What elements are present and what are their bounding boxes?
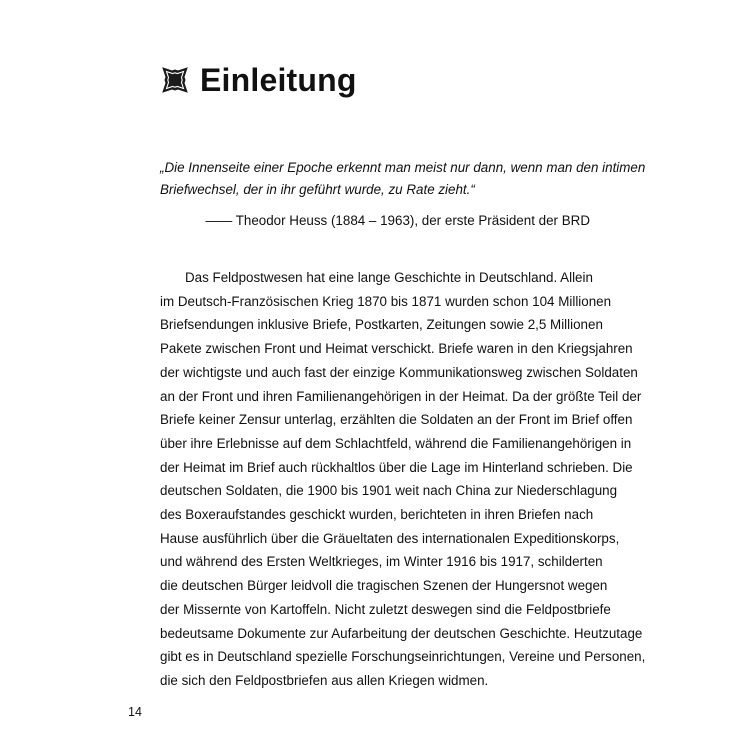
paragraph-line: gibt es in Deutschland spezielle Forschungseinrichtungen, Vereine und Personen, [160, 649, 646, 665]
paragraph-line: Hause ausführlich über die Gräueltaten des internationalen Expeditionskorps, [160, 530, 620, 546]
page-number: 14 [128, 705, 142, 719]
chapter-title: Einleitung [200, 61, 357, 98]
paragraph-line: des Boxeraufstandes geschickt wurden, berichteten in ihren Briefen nach [160, 507, 594, 523]
paragraph-line: der Heimat im Brief auch rückhaltlos über die Lage im Hinterland schrieben. Die [160, 459, 633, 475]
paragraph-line: über ihre Erlebnisse auf dem Schlachtfeld, während die Familienangehörigen in [160, 435, 632, 451]
paragraph-line: Briefsendungen inklusive Briefe, Postkarten, Zeitungen sowie 2,5 Millionen [160, 317, 603, 333]
paragraph-line: der wichtigste und auch fast der einzige Kommunikationsweg zwischen Soldaten [160, 364, 638, 380]
iron-cross-icon [160, 65, 190, 95]
quote-line: „Die Innenseite einer Epoche erkennt man meist nur dann, wenn man den intimen [160, 160, 646, 175]
quote-line: Briefwechsel, der in ihr geführt wurde, zu Rate zieht.“ [160, 182, 475, 197]
quote-attribution: —— Theodor Heuss (1884 – 1963), der erste Präsident der BRD [205, 213, 590, 228]
epigraph-quote [160, 157, 646, 201]
paragraph-line: Das Feldpostwesen hat eine lange Geschichte in Deutschland. Allein [185, 270, 593, 285]
paragraph-line: der Missernte von Kartoffeln. Nicht zuletzt deswegen sind die Feldpostbriefe [160, 601, 611, 617]
paragraph-line: im Deutsch-Französischen Krieg 1870 bis 1871 wurden schon 104 Millionen [160, 293, 612, 309]
paragraph-line: und während des Ersten Weltkrieges, im Winter 1916 bis 1917, schilderten [160, 554, 603, 570]
chapter-heading [160, 58, 357, 102]
body-paragraph [160, 266, 646, 693]
paragraph-line: an der Front und ihren Familienangehörigen in der Heimat. Da der größte Teil der [160, 388, 642, 404]
paragraph-line: die deutschen Bürger leidvoll die tragischen Szenen der Hungersnot wegen [160, 578, 608, 594]
paragraph-line: deutschen Soldaten, die 1900 bis 1901 weit nach China zur Niederschlagung [160, 483, 618, 499]
paragraph-line: die sich den Feldpostbriefen aus allen Kriegen widmen. [160, 672, 489, 688]
paragraph-line: Briefe keiner Zensur unterlag, erzählten die Soldaten an der Front im Brief offen [160, 412, 633, 428]
paragraph-line: bedeutsame Dokumente zur Aufarbeitung der deutschen Geschichte. Heutzutage [160, 625, 643, 641]
paragraph-line: Pakete zwischen Front und Heimat verschickt. Briefe waren in den Kriegsjahren [160, 341, 633, 357]
